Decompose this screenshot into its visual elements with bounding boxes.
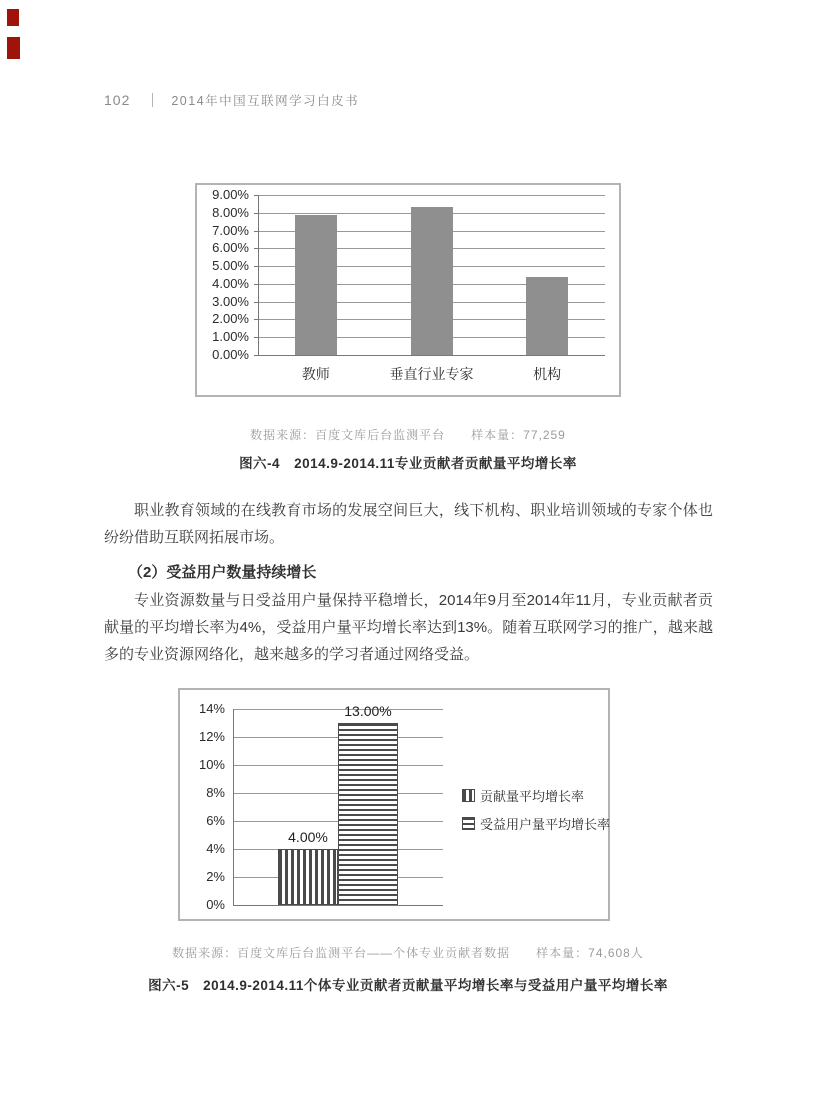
y-axis-label: 10% [198,757,225,772]
page-number: 102 [104,92,131,108]
y-axis-label: 2.00% [212,311,249,327]
figure1-source-note: 数据来源：百度文库后台监测平台 样本量：77,259 [250,428,566,442]
figure2-bar-chart [178,688,610,921]
legend-label: 贡献量平均增长率 [480,789,585,804]
section-heading-2: （2）受益用户数量持续增长 [128,564,317,581]
y-axis-label: 8.00% [212,204,249,220]
y-axis-label: 1.00% [212,329,249,345]
bar-2 [338,723,398,905]
figure1-caption: 图六-4 2014.9-2014.11专业贡献者贡献量平均增长率 [239,456,577,471]
figure1-bar-chart [195,183,621,397]
header-title: 2014年中国互联网学习白皮书 [171,94,360,108]
figure2-caption: 图六-5 2014.9-2014.11个体专业贡献者贡献量平均增长率与受益用户量平均增长率 [148,978,668,993]
y-axis-label: 8% [206,785,225,800]
bar-1 [278,849,338,905]
x-category-label: 教师 [301,366,330,382]
bar-1 [295,215,337,355]
vertical-stripes-swatch-icon [462,789,475,802]
y-axis-label: 2% [206,869,225,884]
gridline [233,905,443,906]
bar-3 [526,277,568,355]
bar-2 [411,207,453,355]
x-category-label: 机构 [533,366,562,382]
red-proof-mark-icon [7,9,19,26]
legend-entry [462,786,584,805]
y-axis-label: 6.00% [212,240,249,256]
y-axis-label: 7.00% [212,222,249,238]
paragraph-2: 专业资源数量与日受益用户量保持平稳增长，2014年9月至2014年11月，专业贡献者贡献量的平均增长率为4%，受益用户量平均增长率达到13%。随着互联网学习的推广，越来越多的专业资源网络化，越来越多的学习者通过网络受益。 [104,592,713,663]
y-axis-label: 0% [206,897,225,912]
figure2-source-note: 数据来源：百度文库后台监测平台——个体专业贡献者数据 样本量：74,608人 [172,946,644,960]
page-header [104,90,359,110]
y-axis-tick [254,355,258,356]
y-axis-label: 5.00% [212,258,249,274]
paragraph-1: 职业教育领域的在线教育市场的发展空间巨大，线下机构、职业培训领域的专家个体也纷纷借助互联网拓展市场。 [104,502,713,546]
y-axis-label: 3.00% [212,293,249,309]
legend-entry [462,814,610,833]
red-proof-mark-icon [7,37,20,59]
bar-value-label: 4.00% [288,829,328,845]
y-axis-label: 4% [206,841,225,856]
gridline [258,355,605,356]
y-axis-label: 12% [198,729,225,744]
y-axis-label: 9.00% [212,187,249,202]
legend-label: 受益用户量平均增长率 [480,817,611,832]
y-axis-line [233,709,234,905]
y-axis-label: 14% [198,701,225,716]
horizontal-stripes-swatch-icon [462,817,475,830]
gridline [258,195,605,196]
y-axis-label: 4.00% [212,275,249,291]
x-category-label: 垂直行业专家 [389,366,474,382]
header-divider [152,93,153,107]
y-axis-label: 0.00% [212,347,249,362]
y-axis-label: 6% [206,813,225,828]
y-axis-line [258,195,259,355]
bar-value-label: 13.00% [344,703,392,719]
